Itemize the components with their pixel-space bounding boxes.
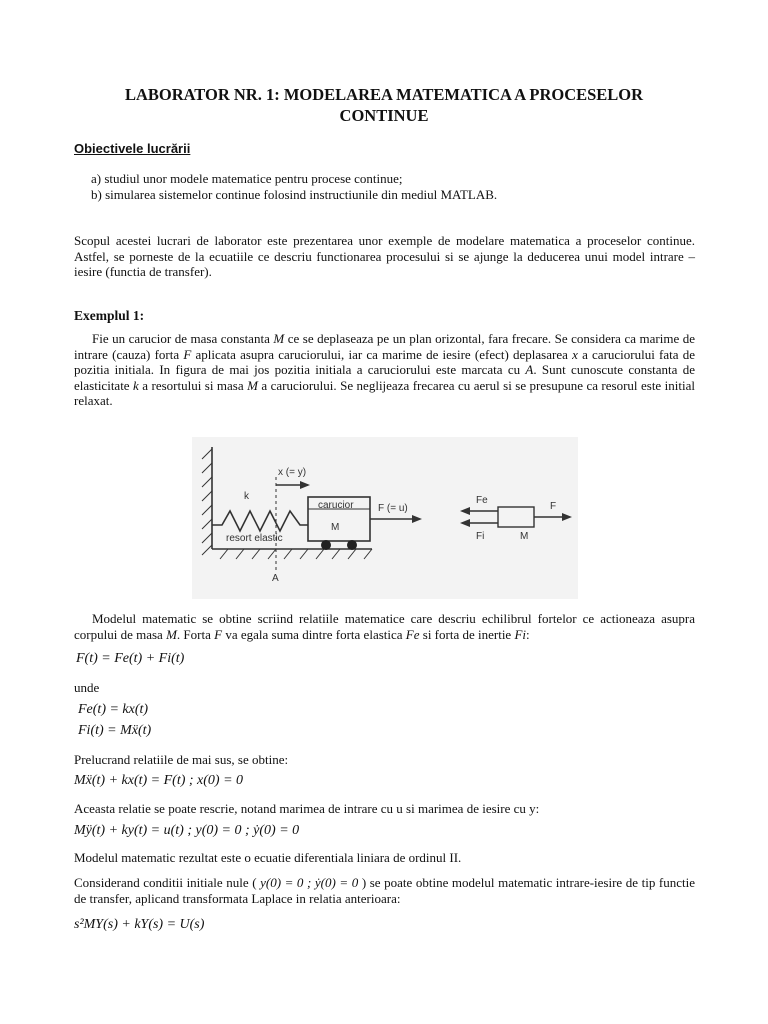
fb-label-m: M	[520, 531, 529, 542]
fb-label-f: F	[550, 501, 557, 512]
label-cart-mass: M	[331, 522, 340, 533]
equation-4: Mẍ(t) + kx(t) = F(t) ; x(0) = 0	[74, 773, 244, 788]
model-text: Modelul matematic rezultat este o ecuatie diferentiala liniara de ordinul II.	[74, 850, 462, 865]
x-arrowhead	[300, 481, 310, 489]
objective-item: b) simularea sistemelor continue folosind instructiunile din mediul MATLAB.	[91, 187, 498, 202]
equation-3: Fi(t) = Mẍ(t)	[78, 723, 152, 738]
fb-fi-arrowhead	[460, 519, 470, 527]
equation-5: Mÿ(t) + ky(t) = u(t) ; y(0) = 0 ; ẏ(0) = 0	[74, 823, 300, 838]
force-arrowhead	[412, 515, 422, 523]
label-x: x (= y)	[278, 467, 307, 478]
equation-6: s²MY(s) + kY(s) = U(s)	[74, 917, 205, 932]
unde-text: unde	[74, 680, 100, 695]
page-title	[60, 84, 708, 126]
intro-paragraph: Scopul acestei lucrari de laborator este prezentarea unor exemple de modelare matematica a proceselor continue. Astfel, se porneste de la ecuatiile ce descriu functionarea procesului si se ajunge la deducerea unui model intrare – iesire (functia de transfer).	[74, 233, 695, 279]
cart-wheel-left	[321, 540, 331, 550]
label-k: k	[244, 491, 249, 502]
fb-mass-box	[498, 507, 534, 527]
cart-spring-figure	[192, 437, 578, 599]
objective-item: a) studiul unor modele matematice pentru procese continue;	[91, 171, 403, 186]
cart-wheel-right	[347, 540, 357, 550]
label-spring: resort elastic	[226, 533, 283, 544]
fb-label-fi: Fi	[476, 531, 485, 542]
forces-paragraph: Modelul matematic se obtine scriind relatiile matematice care descriu echilibrul fortelor ce actioneaza asupra corpului de masa M. Forta F va egala suma dintre forta elastica Fe si forta de inertie Fi:	[74, 611, 695, 642]
rescrie-text: Aceasta relatie se poate rescrie, notand marimea de intrare cu u si marimea de iesire cu y:	[74, 801, 540, 816]
label-a: A	[272, 573, 279, 584]
example-paragraph: Fie un carucior de masa constanta M ce se deplaseaza pe un plan orizontal, fara frecare. Se considera ca marime de intrare (cauza) forta F aplicata asupra caruciorului, iar ca marime de iesire (efect) deplasarea x a caruciorului fata de pozitia initiala. In figura de mai jos pozitia initiala a caruciorului este marcata cu A. Sunt cunoscute constanta de elasticitate k a resortului si masa M a caruciorului. Se neglijeaza frecarea cu aerul si se presupune ca resorul este initial relaxat.	[74, 331, 696, 408]
title-line-2: CONTINUE	[339, 106, 429, 125]
objectives-heading: Obiectivele lucrării	[74, 141, 191, 156]
label-force: F (= u)	[378, 503, 408, 514]
fb-fe-arrowhead	[460, 507, 470, 515]
equation-2: Fe(t) = kx(t)	[78, 702, 149, 717]
label-cart: carucior	[318, 500, 354, 511]
laplace-paragraph: Considerand conditii initiale nule ( y(0) = 0 ; ẏ(0) = 0 ) se poate obtine modelul matematic intrare-iesire de tip functie de transfer, aplicand transformata Laplace in relatia anterioara:	[74, 875, 695, 906]
objectives-list	[91, 171, 497, 203]
prelucrand-text: Prelucrand relatiile de mai sus, se obtine:	[74, 752, 289, 767]
fb-force-arrowhead	[562, 513, 572, 521]
title-line-1: LABORATOR NR. 1: MODELAREA MATEMATICA A PROCESELOR	[124, 85, 644, 104]
wall-hatching	[202, 449, 212, 555]
example-heading: Exemplul 1:	[74, 308, 145, 323]
equation-1: F(t) = Fe(t) + Fi(t)	[76, 651, 185, 666]
fb-label-fe: Fe	[476, 495, 488, 506]
spring	[212, 511, 308, 531]
ground-hatching	[220, 549, 372, 559]
